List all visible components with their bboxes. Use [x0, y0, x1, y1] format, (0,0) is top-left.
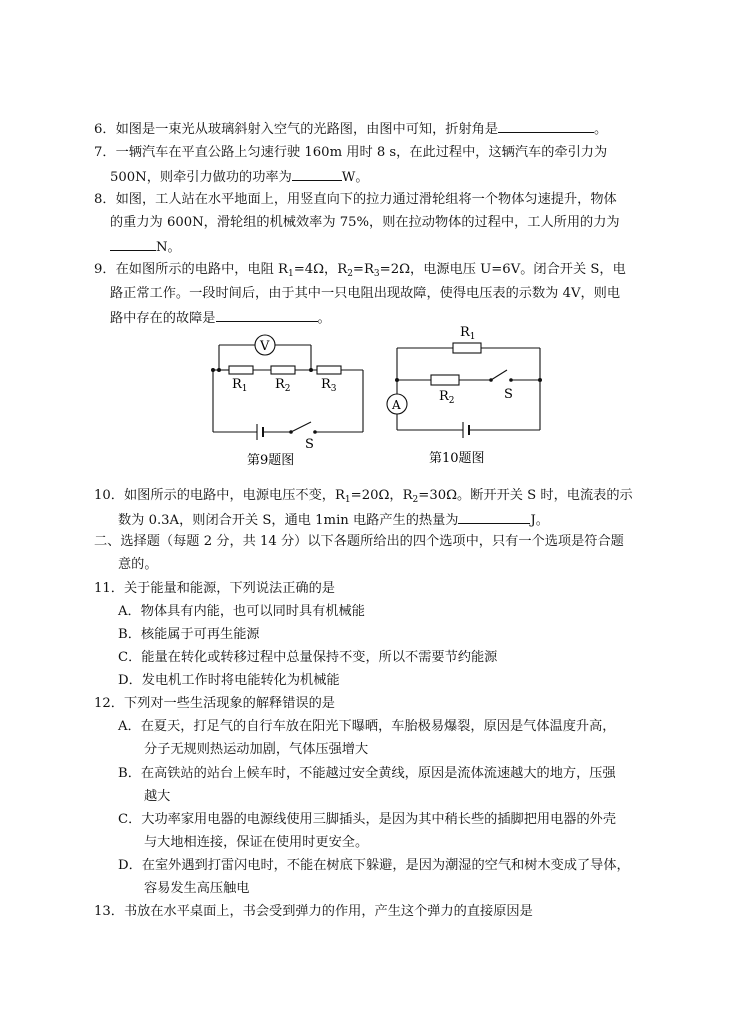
figure-10-caption: 第10题图 [429, 451, 485, 466]
resistor-r1 [453, 343, 481, 353]
voltmeter-label: V [260, 339, 270, 354]
question-12-option-c-cont: 与大地相连接，保证在使用时更安全。 [144, 835, 369, 850]
section-2-heading: 二、选择题（每题 2 分，共 14 分）以下各题所给出的四个选项中，只有一个选项是符合题 [94, 534, 624, 549]
question-9-text-c: =R [352, 262, 374, 277]
question-9-text-d: =2Ω，电源电压 U=6V。闭合开关 S，电 [379, 262, 626, 277]
question-6 [94, 118, 607, 140]
answer-blank-6[interactable] [498, 118, 594, 133]
question-7-unit: W。 [341, 170, 369, 185]
subscript: 1 [287, 269, 294, 279]
question-12-option-d-cont: 容易发生高压触电 [144, 881, 250, 896]
figure-10-switch-label: S [504, 387, 513, 402]
figure-9-r2-label: $R_2$ [275, 377, 291, 394]
figure-10-circuit [387, 343, 540, 438]
answer-blank-8[interactable] [110, 236, 156, 251]
question-13-stem: 13．书放在水平桌面上，书会受到弹力的作用，产生这个弹力的直接原因是 [94, 904, 533, 919]
resistor-r2 [431, 375, 459, 385]
resistor-r1 [229, 366, 253, 374]
question-10-text-b: =20Ω，R [350, 488, 413, 503]
circuit-figures [205, 318, 565, 472]
section-2-heading-cont: 意的。 [118, 557, 158, 572]
figure-9-caption: 第9题图 [247, 453, 295, 468]
question-10-text-d: 数为 0.3A，则闭合开关 S，通电 1min 电路产生的热量为 [118, 513, 459, 528]
question-8-line-2: 的重力为 600N，滑轮组的机械效率为 75%，则在拉动物体的过程中，工人所用的力为 [110, 215, 620, 230]
question-9-end: 。 [317, 311, 331, 326]
question-6-text: 6．如图是一束光从玻璃斜射入空气的光路图，由图中可知，折射角是 [94, 122, 499, 137]
question-10-text-a: 10．如图所示的电路中，电源电压不变，R [94, 488, 345, 503]
question-12-stem: 12．下列对一些生活现象的解释错误的是 [94, 696, 335, 711]
subscript: 2 [347, 269, 353, 279]
question-8-unit: N。 [156, 240, 181, 255]
subscript: 1 [344, 495, 351, 505]
question-6-end: 。 [594, 122, 608, 137]
resistor-r2 [271, 366, 295, 374]
question-7-text: 500N，则牵引力做功的功率为 [110, 170, 292, 185]
figure-9-r3-label: $R_3$ [321, 377, 337, 394]
question-8-line-1: 8．如图，工人站在水平地面上，用竖直向下的拉力通过滑轮组将一个物体匀速提升，物体 [94, 192, 617, 207]
switch-icon [491, 370, 507, 380]
answer-blank-7[interactable] [292, 166, 342, 181]
question-11-option-d[interactable]: D．发电机工作时将电能转化为机械能 [118, 673, 340, 688]
question-7-line-2 [110, 166, 369, 188]
question-9-text-b: =4Ω，R [293, 262, 348, 277]
figure-9-switch-label: S [305, 437, 314, 452]
figure-9-r1-label: $R_1$ [232, 377, 248, 394]
question-12-option-b[interactable]: B．在高铁站的站台上候车时，不能越过安全黄线，原因是流体流速越大的地方，压强 [118, 766, 616, 781]
question-12-option-c[interactable]: C．大功率家用电器的电源线使用三脚插头，是因为其中稍长些的插脚把用电器的外壳 [118, 812, 617, 827]
question-11-option-a[interactable]: A．物体具有内能，也可以同时具有机械能 [118, 604, 365, 619]
question-9-line-2: 路正常工作。一段时间后，由于其中一只电阻出现故障，使得电压表的示数为 4V，则电 [110, 286, 621, 301]
question-9-text-e: 路中存在的故障是 [110, 311, 216, 326]
question-9-text-a: 9．在如图所示的电路中，电阻 R [94, 262, 288, 277]
question-8-line-3 [110, 236, 181, 258]
question-9-line-1 [94, 260, 626, 280]
figure-10-r1-label: $R_1$ [460, 325, 476, 342]
subscript: 2 [412, 495, 419, 505]
answer-blank-10[interactable] [458, 509, 530, 524]
figure-10-r2-label: $R_2$ [439, 389, 455, 406]
question-12-option-a[interactable]: A．在夏天，打足气的自行车放在阳光下曝晒，车胎极易爆裂，原因是气体温度升高， [118, 719, 616, 734]
question-12-option-a-cont: 分子无规则热运动加剧，气体压强增大 [144, 742, 369, 757]
question-10-unit: J。 [530, 513, 549, 528]
question-7-line-1: 7．一辆汽车在平直公路上匀速行驶 160m 用时 8 s，在此过程中，这辆汽车的牵引力为 [94, 145, 608, 160]
question-11-stem: 11．关于能量和能源，下列说法正确的是 [94, 581, 335, 596]
ammeter-label: A [392, 398, 401, 412]
subscript: 3 [373, 269, 380, 279]
question-10-text-c: =30Ω。断开开关 S 时，电流表的示 [418, 488, 633, 503]
question-11-option-b[interactable]: B．核能属于可再生能源 [118, 627, 260, 642]
question-12-option-b-cont: 越大 [144, 789, 171, 804]
question-10-line-2 [118, 509, 549, 531]
question-12-option-d[interactable]: D．在室外遇到打雷闪电时，不能在树底下躲避，是因为潮湿的空气和树木变成了导体， [118, 858, 630, 873]
question-10-line-1 [94, 486, 633, 506]
question-11-option-c[interactable]: C．能量在转化或转移过程中总量保持不变，所以不需要节约能源 [118, 650, 498, 665]
resistor-r3 [317, 366, 341, 374]
switch-icon [291, 422, 311, 432]
